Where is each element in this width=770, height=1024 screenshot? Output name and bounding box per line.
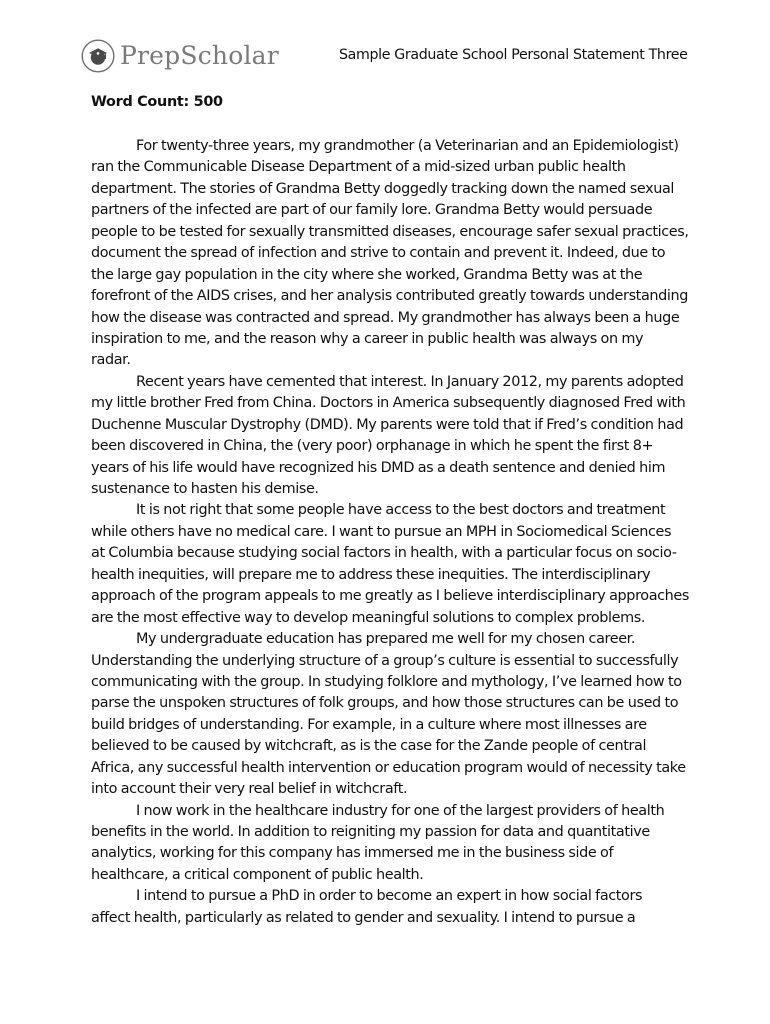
essay-line: sustenance to hasten his demise. bbox=[91, 481, 319, 497]
essay-paragraph bbox=[91, 886, 691, 929]
essay-paragraph bbox=[91, 801, 691, 887]
essay-line: healthcare, a critical component of public health. bbox=[91, 866, 424, 883]
essay-line: Understanding the underlying structure of a group’s culture is essential to successfully bbox=[91, 652, 679, 669]
essay-line: affect health, particularly as related to gender and sexuality. I intend to pursue a bbox=[91, 909, 636, 926]
essay-line: build bridges of understanding. For example, in a culture where most illnesses are bbox=[91, 716, 647, 733]
essay-line: department. The stories of Grandma Betty doggedly tracking down the named sexual bbox=[91, 180, 675, 197]
essay-line: how the disease was contracted and spread. My grandmother has always been a huge bbox=[91, 309, 680, 326]
essay-line: while others have no medical care. I want to pursue an MPH in Sociomedical Sciences bbox=[91, 523, 672, 540]
essay-line: are the most effective way to develop meaningful solutions to complex problems. bbox=[91, 609, 646, 626]
essay-paragraph bbox=[91, 629, 691, 801]
essay-line: radar. bbox=[91, 352, 131, 369]
page-header bbox=[0, 0, 770, 90]
essay-paragraph bbox=[91, 372, 691, 501]
essay-line: inspiration to me, and the reason why a career in public health was always on my bbox=[91, 330, 644, 347]
word-count-label: Word Count: 500 bbox=[91, 94, 223, 110]
essay-line: It is not right that some people have access to the best doctors and treatment bbox=[136, 502, 666, 519]
graduation-cap-house-icon bbox=[81, 39, 115, 73]
essay-line: approach of the program appeals to me greatly as I believe interdisciplinary approaches bbox=[91, 588, 690, 605]
essay-line: I intend to pursue a PhD in order to become an expert in how social factors bbox=[136, 888, 643, 905]
essay-line: health inequities, will prepare me to address these inequities. The interdisciplinary bbox=[91, 566, 651, 583]
essay-line: into account their very real belief in witchcraft. bbox=[91, 781, 408, 798]
essay-line: the large gay population in the city where she worked, Grandma Betty was at the bbox=[91, 266, 643, 283]
essay-line: been discovered in China, the (very poor) orphanage in which he spent the first 8+ bbox=[91, 438, 654, 455]
essay-line: Africa, any successful health intervention or education program would of necessity take bbox=[91, 759, 686, 776]
essay-line: For twenty-three years, my grandmother (a Veterinarian and an Epidemiologist) bbox=[136, 138, 679, 154]
essay-line: ran the Communicable Disease Department of a mid-sized urban public health bbox=[91, 159, 626, 176]
essay-line: I now work in the healthcare industry for one of the largest providers of health bbox=[136, 802, 665, 819]
essay-line: forefront of the AIDS crises, and her analysis contributed greatly towards understanding bbox=[91, 288, 688, 305]
logo-wordmark: PrepScholar bbox=[120, 41, 279, 70]
essay-line: people to be tested for sexually transmitted diseases, encourage safer sexual practices, bbox=[91, 223, 689, 240]
essay-line: analytics, working for this company has immersed me in the business side of bbox=[91, 845, 614, 862]
essay-line: Recent years have cemented that interest. In January 2012, my parents adopted bbox=[136, 373, 684, 390]
essay-paragraph bbox=[91, 500, 691, 629]
essay-line: document the spread of infection and strive to contain and prevent it. Indeed, due to bbox=[91, 245, 666, 262]
essay-line: believed to be caused by witchcraft, as is the case for the Zande people of central bbox=[91, 738, 647, 755]
essay-line: years of his life would have recognized his DMD as a death sentence and denied him bbox=[91, 459, 666, 476]
essay-body bbox=[91, 136, 691, 929]
essay-line: My undergraduate education has prepared me well for my chosen career. bbox=[136, 631, 636, 648]
document-title: Sample Graduate School Personal Statement Three bbox=[339, 47, 688, 63]
essay-paragraph bbox=[91, 136, 691, 372]
essay-line: parse the unspoken structures of folk groups, and how those structures can be used to bbox=[91, 695, 679, 712]
prepscholar-logo bbox=[81, 38, 279, 74]
essay-line: benefits in the world. In addition to reigniting my passion for data and quantitative bbox=[91, 824, 650, 840]
essay-line: partners of the infected are part of our family lore. Grandma Betty would persuade bbox=[91, 202, 653, 219]
essay-line: at Columbia because studying social factors in health, with a particular focus on socio- bbox=[91, 545, 677, 562]
essay-line: my little brother Fred from China. Doctors in America subsequently diagnosed Fred with bbox=[91, 395, 686, 412]
essay-line: communicating with the group. In studying folklore and mythology, I’ve learned how to bbox=[91, 673, 682, 690]
essay-line: Duchenne Muscular Dystrophy (DMD). My parents were told that if Fred’s condition had bbox=[91, 416, 684, 433]
